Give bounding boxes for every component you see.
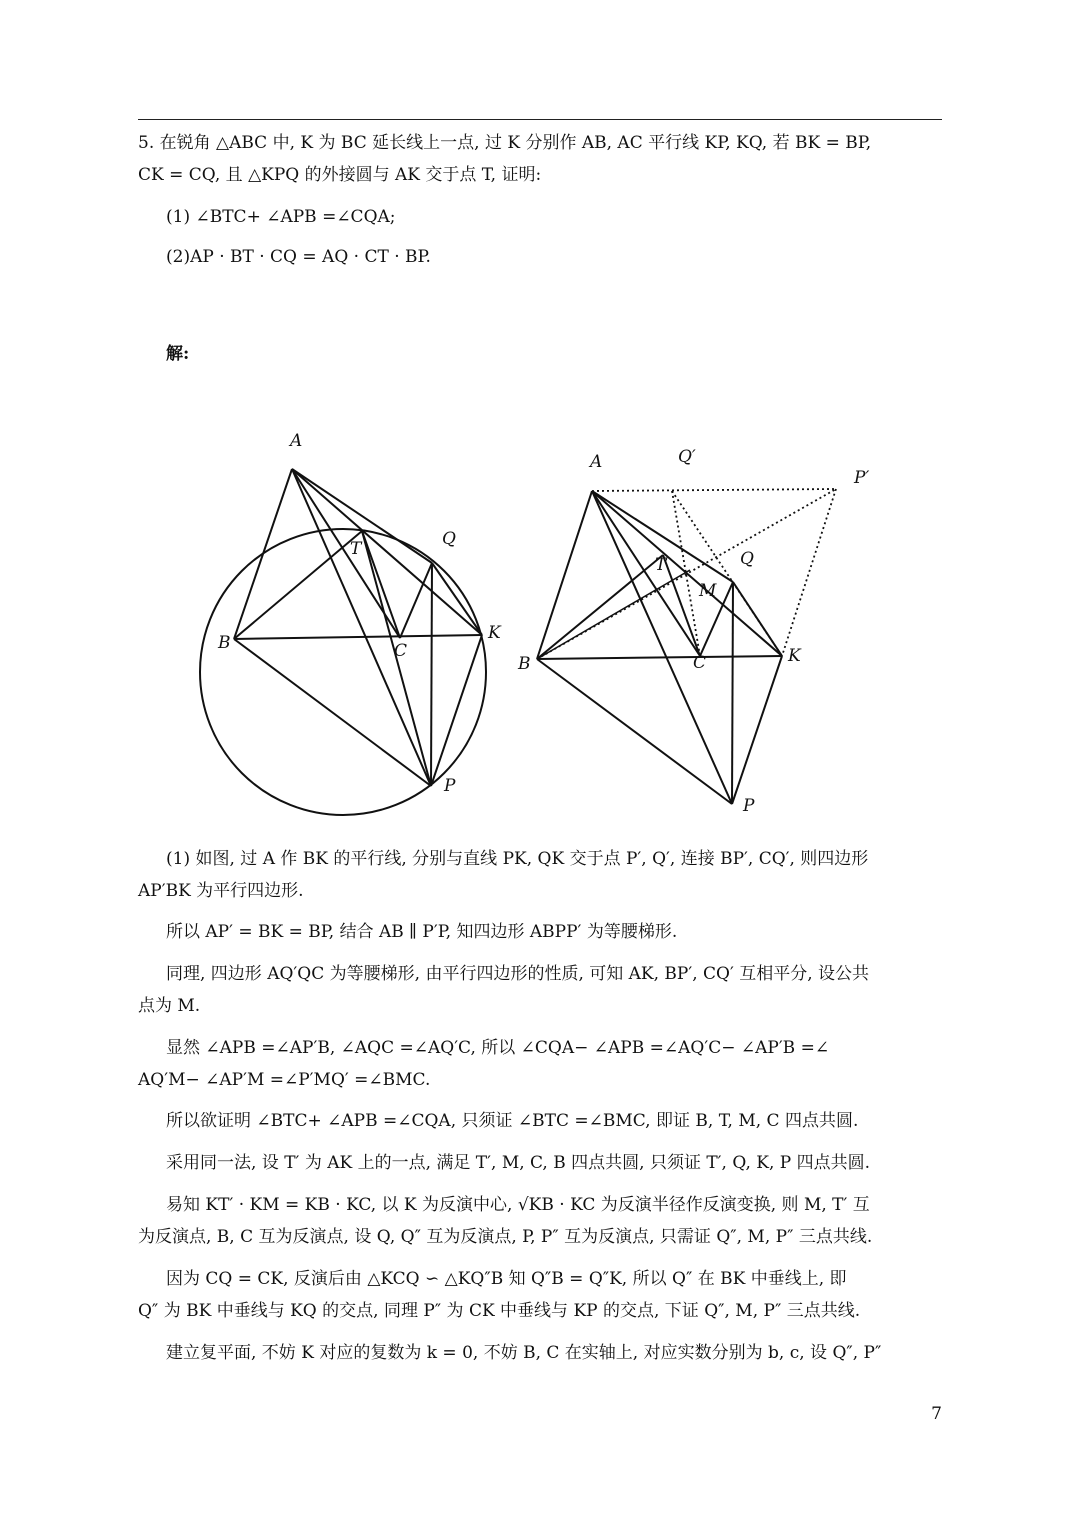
label-K: K: [788, 646, 801, 666]
label-K: K: [488, 623, 501, 643]
seg-CQ: [400, 563, 432, 638]
body-line-2: AP′BK 为平行四边形.: [138, 881, 304, 901]
body-line-14: 建立复平面, 不妨 K 对应的复数为 k = 0, 不妨 B, C 在实轴上, 对应实数分别为 b, c, 设 Q″, P″: [166, 1343, 882, 1363]
header-rule: [138, 119, 942, 120]
body-line-1: (1) 如图, 过 A 作 BK 的平行线, 分别与直线 PK, QK 交于点 P′, Q′, 连接 BP′, CQ′, 则四边形: [166, 849, 869, 869]
label-B: B: [518, 654, 531, 674]
body-line-6: 显然 ∠APB =∠AP′B, ∠AQC =∠AQ′C, 所以 ∠CQA− ∠APB =∠AQ′C− ∠AP′B =∠: [166, 1038, 830, 1058]
seg-AP: [592, 491, 732, 804]
seg-BP: [234, 639, 431, 786]
body-line-11: 为反演点, B, C 互为反演点, 设 Q, Q″ 互为反演点, P, P″ 互为反演点, 只需证 Q″, M, P″ 三点共线.: [138, 1227, 873, 1247]
dotted-AP-prime: [592, 489, 836, 491]
problem-part-1: (1) ∠BTC+ ∠APB =∠CQA;: [166, 207, 396, 227]
figure-right-diagram: [500, 430, 900, 830]
page-number: 7: [931, 1404, 942, 1424]
body-line-8: 所以欲证明 ∠BTC+ ∠APB =∠CQA, 只须证 ∠BTC =∠BMC, 即证 B, T, M, C 四点共圆.: [166, 1111, 859, 1131]
body-line-7: AQ′M− ∠AP′M =∠P′MQ′ =∠BMC.: [138, 1070, 431, 1090]
body-line-4: 同理, 四边形 AQ′QC 为等腰梯形, 由平行四边形的性质, 可知 AK, BP′, CQ′ 互相平分, 设公共: [166, 964, 870, 984]
seg-QP: [732, 582, 733, 804]
seg-AB: [537, 491, 592, 659]
seg-BK: [234, 635, 482, 639]
seg-KP: [431, 635, 482, 786]
problem-part-2: (2)AP · BT · CQ = AQ · CT · BP.: [166, 247, 431, 267]
body-line-13: Q″ 为 BK 中垂线与 KQ 的交点, 同理 P″ 为 CK 中垂线与 KP 的交点, 下证 Q″, M, P″ 三点共线.: [138, 1301, 861, 1321]
seg-QP: [431, 563, 432, 786]
figure-left-diagram: [190, 420, 510, 830]
label-T: T: [350, 539, 362, 559]
label-Q: Q: [442, 529, 456, 549]
seg-BK: [537, 656, 782, 659]
label-A: A: [590, 452, 603, 472]
label-P: P: [743, 796, 755, 816]
problem-line-1: 5. 在锐角 △ABC 中, K 为 BC 延长线上一点, 过 K 分别作 AB, AC 平行线 KP, KQ, 若 BK = BP,: [138, 133, 872, 153]
seg-AK: [292, 469, 482, 635]
label-Q: Q: [740, 549, 754, 569]
seg-BP: [537, 659, 732, 804]
body-line-9: 采用同一法, 设 T′ 为 AK 上的一点, 满足 T′, M, C, B 四点共圆, 只须证 T′, Q, K, P 四点共圆.: [166, 1153, 871, 1173]
problem-line-2: CK = CQ, 且 △KPQ 的外接圆与 AK 交于点 T, 证明:: [138, 165, 542, 185]
dotted-B-Pprime: [537, 489, 836, 659]
seg-AK: [592, 491, 782, 656]
body-line-3: 所以 AP′ = BK = BP, 结合 AB ∥ P′P, 知四边形 ABPP′ 为等腰梯形.: [166, 922, 678, 942]
label-Q-prime: Q′: [678, 447, 696, 467]
label-T: T: [655, 555, 667, 575]
circumcircle: [200, 529, 486, 815]
label-P: P: [444, 776, 456, 796]
label-B: B: [218, 633, 231, 653]
seg-KP: [732, 656, 782, 804]
label-A: A: [290, 431, 303, 451]
label-M: M: [699, 581, 717, 601]
label-C: C: [693, 653, 707, 673]
label-C: C: [394, 641, 408, 661]
body-line-12: 因为 CQ = CK, 反演后由 △KCQ ∽ △KQ″B 知 Q″B = Q″K, 所以 Q″ 在 BK 中垂线上, 即: [166, 1269, 847, 1289]
label-P-prime: P′: [854, 468, 870, 488]
solution-label: 解:: [166, 344, 190, 364]
dotted-Pprime-K: [782, 489, 836, 656]
body-line-5: 点为 M.: [138, 996, 201, 1016]
body-line-10: 易知 KT′ · KM = KB · KC, 以 K 为反演中心, √KB · KC 为反演半径作反演变换, 则 M, T′ 互: [166, 1195, 870, 1215]
